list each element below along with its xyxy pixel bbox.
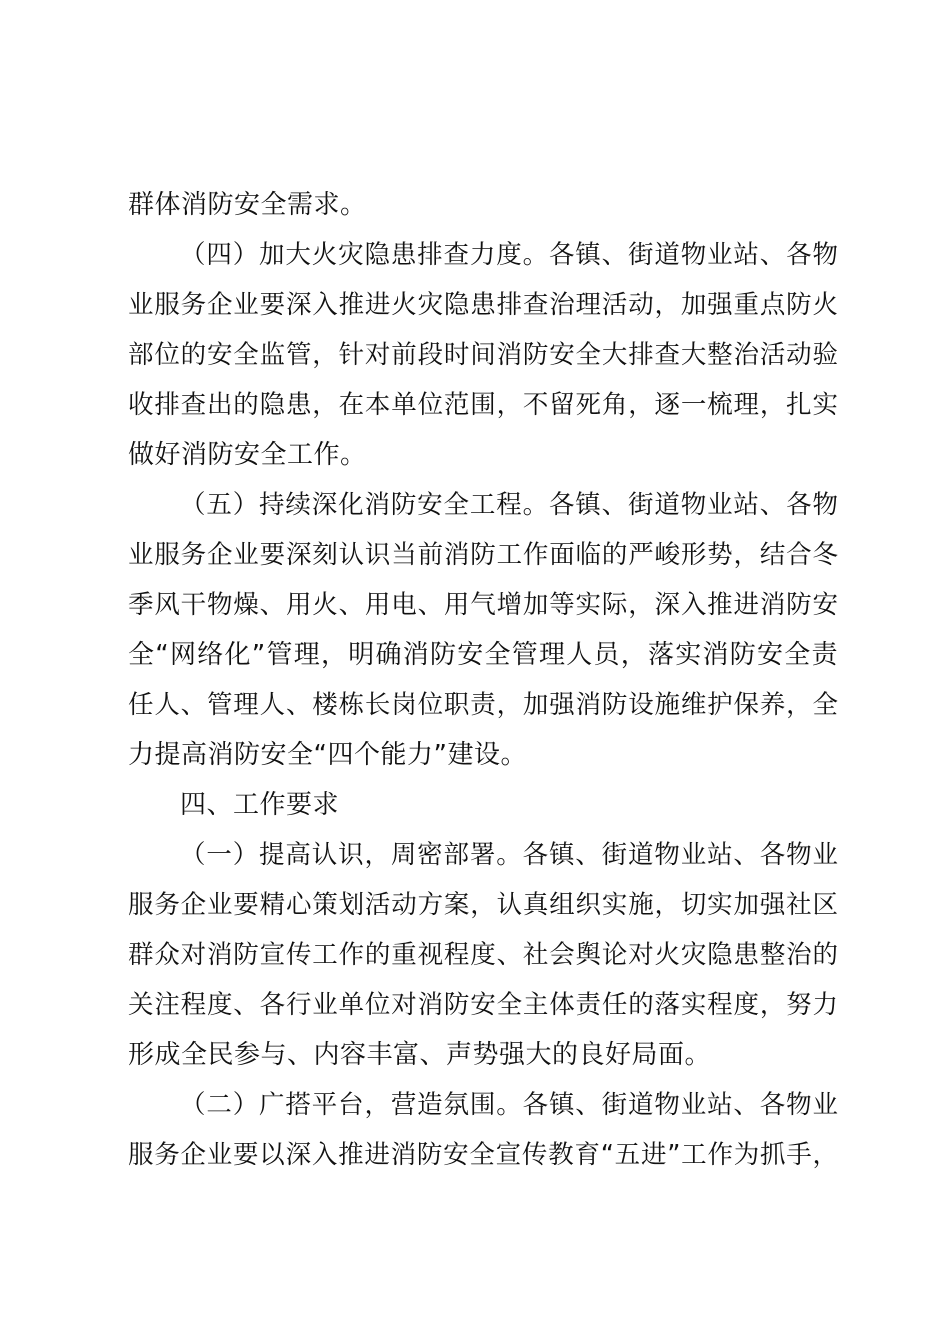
- paragraph-heading-5: （五）持续深化消防安全工程。各镇、街道物业站、各物: [180, 490, 838, 520]
- text-line: 群体消防安全需求。: [128, 190, 367, 220]
- text-line: 收排查出的隐患，在本单位范围，不留死角，逐一梳理，扎实: [128, 390, 838, 420]
- text-line: 任人、管理人、楼栋长岗位职责，加强消防设施维护保养，全: [128, 690, 838, 720]
- text-line: 服务企业要以深入推进消防安全宣传教育“五进”工作为抓手，: [128, 1140, 838, 1170]
- text-line: 群众对消防宣传工作的重视程度、社会舆论对火灾隐患整治的: [128, 940, 838, 970]
- text-line: 季风干物燥、用火、用电、用气增加等实际，深入推进消防安: [128, 590, 838, 620]
- section-heading: 四、工作要求: [180, 790, 340, 820]
- paragraph-heading-4: （四）加大火灾隐患排查力度。各镇、街道物业站、各物: [180, 240, 838, 270]
- text-line: 全“网络化”管理，明确消防安全管理人员，落实消防安全责: [128, 640, 838, 670]
- text-line: 服务企业要精心策划活动方案，认真组织实施，切实加强社区: [128, 890, 838, 920]
- text-line: 形成全民参与、内容丰富、声势强大的良好局面。: [128, 1040, 712, 1070]
- text-line: 业服务企业要深入推进火灾隐患排查治理活动，加强重点防火: [128, 290, 838, 320]
- text-line: 力提高消防安全“四个能力”建设。: [128, 740, 527, 770]
- text-line: 业服务企业要深刻认识当前消防工作面临的严峻形势，结合冬: [128, 540, 838, 570]
- text-line: 做好消防安全工作。: [128, 440, 367, 470]
- text-line: 部位的安全监管，针对前段时间消防安全大排查大整治活动验: [128, 340, 838, 370]
- paragraph-heading-1: （一）提高认识，周密部署。各镇、街道物业站、各物业: [180, 840, 838, 870]
- paragraph-heading-2: （二）广搭平台，营造氛围。各镇、街道物业站、各物业: [180, 1090, 838, 1120]
- text-line: 关注程度、各行业单位对消防安全主体责任的落实程度，努力: [128, 990, 838, 1020]
